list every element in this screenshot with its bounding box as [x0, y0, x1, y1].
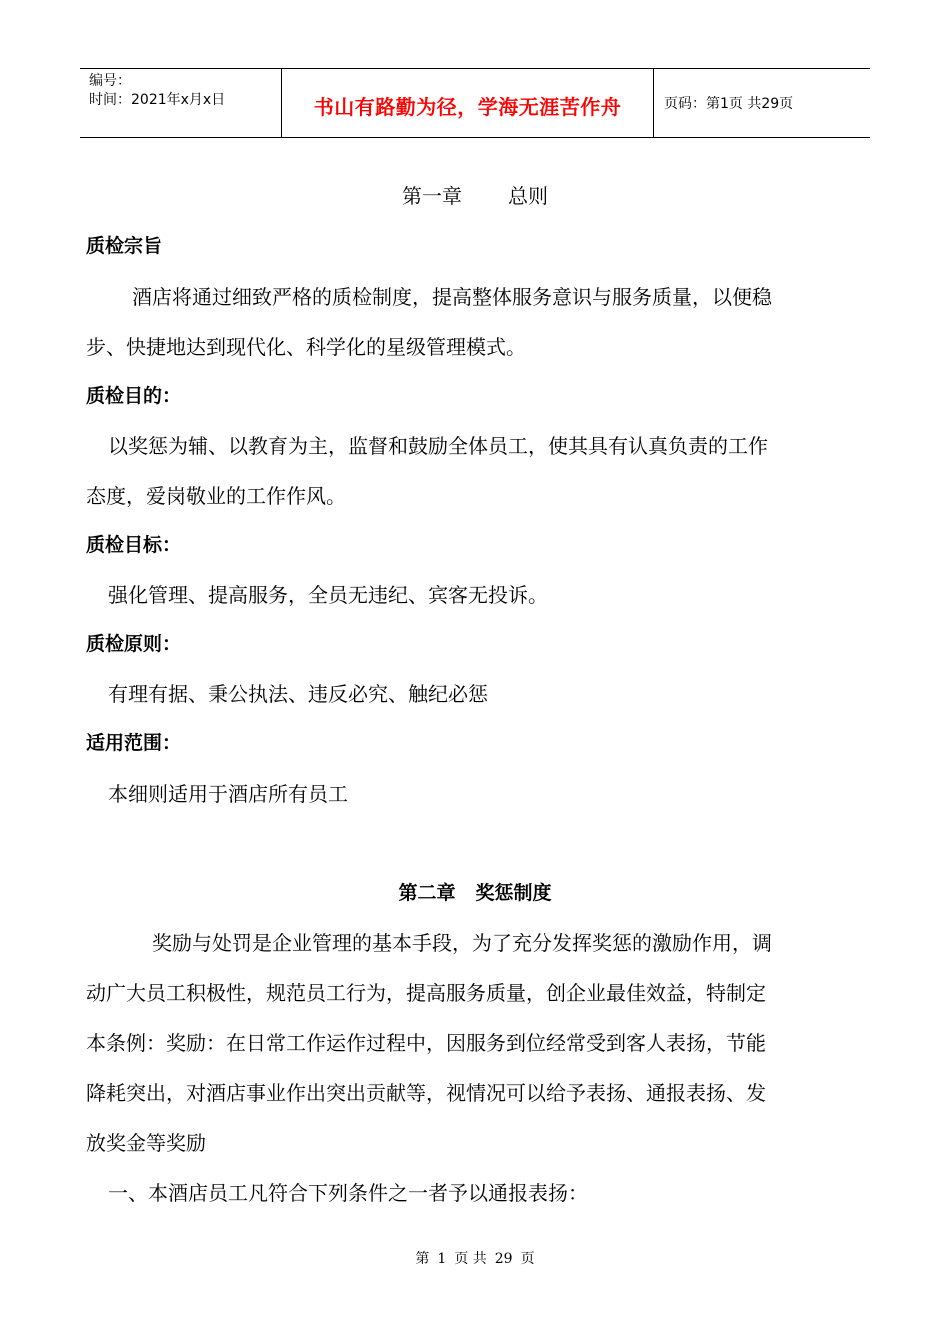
- section-heading: 质检宗旨: [86, 235, 163, 257]
- section-heading: 适用范围：: [86, 732, 182, 754]
- document-header: [80, 68, 870, 138]
- list-item: 一、本酒店员工凡符合下列条件之一者予以通报表扬：: [108, 1181, 588, 1205]
- header-meta-cell: [80, 69, 282, 137]
- slogan: 书山有路勤为径，学海无涯苦作舟: [313, 94, 622, 119]
- date-label: 时间：2021年x月x日: [89, 92, 226, 108]
- paragraph-line: 本条例：奖励：在日常工作运作过程中，因服务到位经常受到客人表扬，节能: [86, 1031, 766, 1055]
- page-label: 页码：第1页 共29页: [664, 96, 794, 112]
- header-slogan-cell: [282, 69, 654, 137]
- paragraph-line: 强化管理、提高服务，全员无违纪、宾客无投诉。: [108, 583, 548, 607]
- paragraph-line: 以奖惩为辅、以教育为主，监督和鼓励全体员工，使其具有认真负责的工作: [108, 434, 768, 458]
- paragraph-line: 奖励与处罚是企业管理的基本手段，为了充分发挥奖惩的激励作用，调: [152, 931, 772, 955]
- chapter2-title: 第二章 奖惩制度: [398, 882, 552, 904]
- paragraph-line: 放奖金等奖励: [86, 1131, 206, 1155]
- paragraph-line: 本细则适用于酒店所有员工: [108, 782, 348, 806]
- number-label: 编号：: [89, 73, 131, 89]
- paragraph-line: 动广大员工积极性，规范员工行为，提高服务质量，创企业最佳效益，特制定: [86, 981, 766, 1005]
- paragraph-line: 有理有据、秉公执法、违反必究、触纪必惩: [108, 682, 488, 706]
- section-heading: 质检目标：: [86, 534, 182, 556]
- paragraph-line: 态度，爱岗敬业的工作作风。: [86, 484, 346, 508]
- page-footer: 第 1 页 共 29 页: [415, 1251, 535, 1267]
- header-page-cell: [654, 69, 870, 137]
- paragraph-line: 酒店将通过细致严格的质检制度，提高整体服务意识与服务质量，以便稳: [132, 285, 772, 309]
- paragraph-line: 步、快捷地达到现代化、科学化的星级管理模式。: [86, 335, 526, 359]
- section-heading: 质检原则：: [86, 633, 182, 655]
- section-heading: 质检目的：: [86, 385, 182, 407]
- chapter1-title: 第一章 总则: [402, 184, 548, 208]
- footer-page-number: 1: [437, 1251, 447, 1267]
- footer-page-total: 29: [494, 1251, 513, 1267]
- paragraph-line: 降耗突出，对酒店事业作出突出贡献等，视情况可以给予表扬、通报表扬、发: [86, 1081, 766, 1105]
